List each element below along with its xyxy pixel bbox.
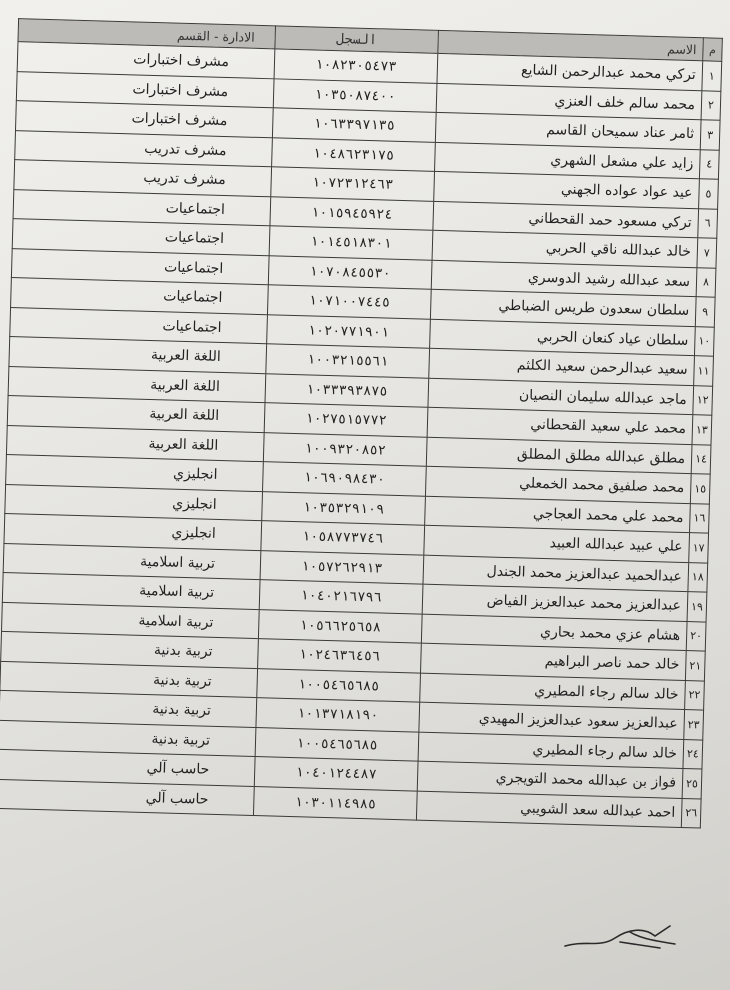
- row-name: خالد عبدالله ناقي الحربي: [432, 230, 698, 267]
- row-num: ٣: [700, 120, 720, 150]
- row-name: عبدالعزيز محمد عبدالعزيز الفياض: [422, 584, 688, 621]
- row-num: ٢٦: [681, 798, 701, 828]
- row-registry: ١٠٣٥٣٢٩١٠٩: [262, 491, 426, 525]
- row-num: ٨: [696, 267, 716, 297]
- row-registry: ١٠٣٣٣٩٣٨٧٥: [265, 373, 429, 407]
- row-department: حاسب آلي: [0, 779, 254, 816]
- row-name: محمد علي سعيد القحطاني: [427, 407, 693, 444]
- row-num: ١٦: [690, 503, 710, 533]
- row-num: ١٣: [692, 415, 712, 445]
- row-registry: ١٠٦٣٣٩٧١٣٥: [272, 108, 436, 142]
- row-num: ٢٣: [684, 710, 704, 740]
- row-name: محمد سالم خلف العنزي: [436, 83, 702, 120]
- row-num: ٩: [695, 297, 715, 327]
- row-name: هشام عزي محمد بحاري: [421, 614, 687, 651]
- row-department: اللغة العربية: [9, 337, 267, 374]
- row-name: سلطان عياد كنعان الحربي: [430, 319, 696, 356]
- row-department: اجتماعيات: [13, 189, 271, 226]
- row-name: علي عبيد عبدالله العبيد: [424, 525, 690, 562]
- row-department: مشرف تدريب: [15, 130, 273, 167]
- row-name: تركي مسعود حمد القحطاني: [433, 201, 699, 238]
- row-department: اللغة العربية: [8, 366, 266, 403]
- row-department: انجليزي: [6, 455, 264, 492]
- row-name: عبدالحميد عبدالعزيز محمد الجندل: [423, 555, 689, 592]
- row-department: اللغة العربية: [6, 425, 264, 462]
- row-num: ١٨: [688, 562, 708, 592]
- row-registry: ١٠١٥٩٤٥٩٢٤: [270, 196, 434, 230]
- row-department: حاسب آلي: [0, 749, 255, 786]
- row-department: تربية بدنية: [0, 690, 257, 727]
- row-department: مشرف اختبارات: [16, 101, 274, 138]
- row-registry: ١٠٠٣٢١٥٥٦١: [266, 344, 430, 378]
- row-department: اجتماعيات: [11, 278, 269, 315]
- row-registry: ١٠٤٨٦٢٣١٧٥: [272, 137, 436, 171]
- header-registry: السجل: [275, 26, 439, 54]
- row-registry: ١٠٠٥٤٦٥٦٨٥: [257, 668, 421, 702]
- row-num: ١٠: [694, 326, 714, 356]
- row-name: خالد سالم رجاء المطيري: [420, 673, 686, 710]
- row-department: تربية بدنية: [1, 631, 259, 668]
- row-department: اجتماعيات: [10, 307, 268, 344]
- row-registry: ١٠٥٦٦٢٥٦٥٨: [258, 609, 422, 643]
- header-department: الادارة - القسم: [18, 19, 276, 49]
- row-name: سعيد عبدالرحمن سعيد الكلثم: [429, 348, 695, 385]
- row-name: سعد عبدالله رشيد الدوسري: [431, 260, 697, 297]
- row-name: ثامر عناد سميحان القاسم: [435, 112, 701, 149]
- row-department: اللغة العربية: [7, 396, 265, 433]
- row-department: مشرف اختبارات: [17, 42, 275, 79]
- row-num: ٤: [699, 149, 719, 179]
- row-num: ٢١: [685, 651, 705, 681]
- row-registry: ١٠٨٢٣٠٥٤٧٣: [274, 49, 438, 83]
- row-name: زايد علي مشعل الشهري: [435, 142, 701, 179]
- row-registry: ١٠٢٤٦٣٦٤٥٦: [258, 639, 422, 673]
- row-name: تركي محمد عبدالرحمن الشايع: [437, 53, 703, 90]
- row-name: سلطان سعدون طريس الضباطي: [430, 289, 696, 326]
- row-registry: ١٠٥٧٢٦٢٩١٣: [260, 550, 424, 584]
- row-num: ١٩: [687, 592, 707, 622]
- row-num: ٥: [699, 179, 719, 209]
- row-registry: ١٠٧١٠٠٧٤٤٥: [267, 285, 431, 319]
- row-registry: ١٠١٣٧١٨١٩٠: [256, 698, 420, 732]
- row-num: ٢٢: [685, 680, 705, 710]
- row-department: تربية اسلامية: [2, 572, 260, 609]
- row-num: ٢٥: [682, 769, 702, 799]
- row-name: فواز بن عبدالله محمد التويجري: [417, 761, 683, 798]
- signature-mark: [560, 918, 680, 958]
- row-name: عبدالعزيز سعود عبدالعزيز المهيدي: [419, 702, 685, 739]
- row-department: اجتماعيات: [11, 248, 269, 285]
- row-department: مشرف تدريب: [14, 160, 272, 197]
- row-department: انجليزي: [4, 513, 262, 550]
- row-name: عيد عواد عواده الجهني: [434, 171, 700, 208]
- row-num: ١٥: [690, 474, 710, 504]
- row-num: ٧: [697, 238, 717, 268]
- row-num: ١٢: [693, 385, 713, 415]
- row-name: خالد حمد ناصر البراهيم: [421, 643, 687, 680]
- row-num: ١١: [694, 356, 714, 386]
- row-registry: ١٠٤٠٢١٦٧٩٦: [259, 580, 423, 614]
- row-department: مشرف اختبارات: [16, 71, 274, 108]
- row-department: تربية بدنية: [0, 720, 256, 757]
- row-department: تربية اسلامية: [2, 602, 260, 639]
- row-num: ٦: [698, 208, 718, 238]
- row-name: ماجد عبدالله سليمان النصيان: [428, 378, 694, 415]
- row-registry: ١٠٢٧٥١٥٧٧٢: [264, 403, 428, 437]
- staff-table: [0, 18, 723, 828]
- row-registry: ١٠٧٢٣١٢٤٦٣: [271, 167, 435, 201]
- row-registry: ١٠٥٨٧٧٣٧٤٦: [261, 521, 425, 555]
- row-registry: ١٠١٤٥١٨٣٠١: [269, 226, 433, 260]
- row-num: ١٧: [689, 533, 709, 563]
- row-name: خالد سالم رجاء المطيري: [418, 732, 684, 769]
- row-name: احمد عبدالله سعد الشويبي: [416, 791, 682, 828]
- row-name: محمد صلفيق محمد الخمعلي: [425, 466, 691, 503]
- row-num: ٢٤: [683, 739, 703, 769]
- row-registry: ١٠٠٩٣٢٠٨٥٢: [263, 432, 427, 466]
- row-department: تربية اسلامية: [3, 543, 261, 580]
- row-num: ٢٠: [686, 621, 706, 651]
- row-registry: ١٠٧٠٨٤٥٥٣٠: [268, 255, 432, 289]
- row-num: ٢: [701, 90, 721, 120]
- header-name: الاسم: [438, 30, 704, 60]
- row-num: ١٤: [691, 444, 711, 474]
- row-name: محمد علي محمد العجاجي: [425, 496, 691, 533]
- row-department: انجليزي: [5, 484, 263, 521]
- row-registry: ١٠٢٠٧٧١٩٠١: [267, 314, 431, 348]
- row-name: مطلق عبدالله مطلق المطلق: [426, 437, 692, 474]
- row-department: اجتماعيات: [12, 219, 270, 256]
- row-registry: ١٠٠٥٤٦٥٦٨٥: [255, 727, 419, 761]
- row-registry: ١٠٤٠١٢٤٤٨٧: [254, 757, 418, 791]
- row-registry: ١٠٣٥٠٨٧٤٠٠: [273, 78, 437, 112]
- row-department: تربية بدنية: [0, 661, 258, 698]
- row-registry: ١٠٣٠١١٤٩٨٥: [253, 786, 417, 820]
- row-num: ١: [702, 61, 722, 91]
- row-registry: ١٠٦٩٠٩٨٤٣٠: [263, 462, 427, 496]
- header-num: م: [703, 38, 723, 62]
